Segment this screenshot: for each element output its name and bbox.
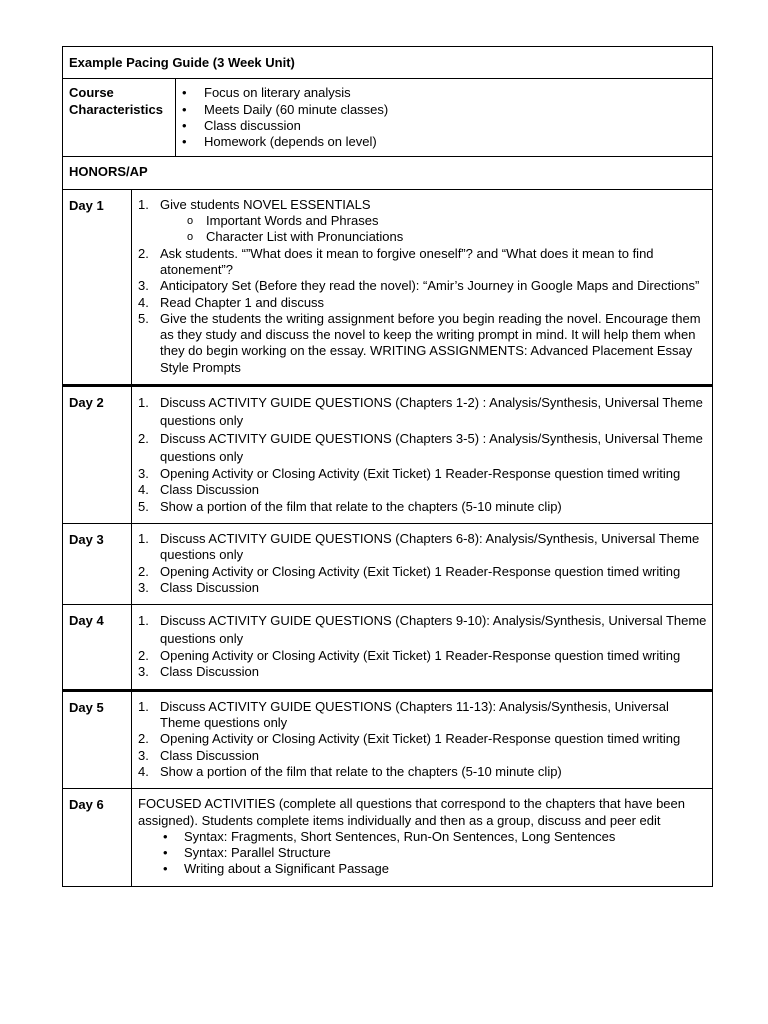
item-number: 1. xyxy=(138,613,149,629)
list-item xyxy=(138,430,708,466)
list-item xyxy=(138,699,708,732)
section-heading: HONORS/AP xyxy=(69,164,148,180)
day-label: Day 3 xyxy=(63,524,132,604)
list-item xyxy=(138,612,708,648)
day-row-1 xyxy=(62,190,713,385)
item-text: Discuss ACTIVITY GUIDE QUESTIONS (Chapters 3-5) : Analysis/Synthesis, Universal Theme questions only xyxy=(160,431,703,465)
item-text: Opening Activity or Closing Activity (Exit Ticket) 1 Reader-Response question timed writing xyxy=(160,466,681,482)
day-label: Day 4 xyxy=(63,605,132,689)
item-number: 3. xyxy=(138,747,149,763)
item-number: 4. xyxy=(138,482,149,498)
list-item xyxy=(138,499,708,515)
list-item xyxy=(138,531,708,564)
day-content xyxy=(132,789,712,885)
pacing-guide-table xyxy=(62,46,713,887)
item-text: Show a portion of the film that relate to the chapters (5-10 minute clip) xyxy=(160,498,562,514)
item-number: 2. xyxy=(138,245,149,261)
list-item xyxy=(138,295,708,311)
day-label: Day 1 xyxy=(63,190,132,384)
day-label: Day 5 xyxy=(63,692,132,788)
item-text: Show a portion of the film that relate to the chapters (5-10 minute clip) xyxy=(160,763,562,779)
item-number: 1. xyxy=(138,698,149,714)
list-item xyxy=(138,648,708,664)
item-text: Class Discussion xyxy=(160,664,259,680)
item-text: Discuss ACTIVITY GUIDE QUESTIONS (Chapters 1-2) : Analysis/Synthesis, Universal Theme questions only xyxy=(160,395,703,429)
day-row-5 xyxy=(62,690,713,789)
sub-item: o Character List with Pronunciations xyxy=(160,229,708,245)
list-item xyxy=(138,748,708,764)
list-item: • Syntax: Fragments, Short Sentences, Run-On Sentences, Long Sentences xyxy=(138,829,708,845)
item-number: 3. xyxy=(138,579,149,595)
item-number: 5. xyxy=(138,498,149,514)
item-text: Class Discussion xyxy=(160,747,259,763)
item-text: Opening Activity or Closing Activity (Exit Ticket) 1 Reader-Response question timed writing xyxy=(160,648,681,664)
day-row-6 xyxy=(62,789,713,886)
item-number: 3. xyxy=(138,664,149,680)
item-text: Class Discussion xyxy=(160,579,259,595)
course-characteristics-list xyxy=(176,79,712,156)
item-text: Discuss ACTIVITY GUIDE QUESTIONS (Chapters 6-8): Analysis/Synthesis, Universal Theme questions only xyxy=(160,530,700,563)
list-item xyxy=(138,482,708,498)
item-number: 3. xyxy=(138,466,149,482)
item-number: 2. xyxy=(138,648,149,664)
list-item xyxy=(138,731,708,747)
item-number: 3. xyxy=(138,278,149,294)
item-number: 4. xyxy=(138,294,149,310)
item-number: 1. xyxy=(138,395,149,411)
list-item xyxy=(138,197,708,246)
item-number: 1. xyxy=(138,530,149,546)
list-item: • Syntax: Parallel Structure xyxy=(138,845,708,861)
day-content xyxy=(132,524,712,604)
day-intro: FOCUSED ACTIVITIES (complete all questions that correspond to the chapters that have been assigned). Students complete items individually and then as a group, discuss and peer edit xyxy=(138,796,685,828)
list-item: • Focus on literary analysis xyxy=(176,85,712,101)
day-content xyxy=(132,190,712,384)
list-item xyxy=(138,664,708,680)
list-item xyxy=(138,311,708,376)
day-label: Day 2 xyxy=(63,387,132,523)
day-row-2 xyxy=(62,385,713,524)
list-item: • Meets Daily (60 minute classes) xyxy=(176,102,712,118)
list-item xyxy=(138,564,708,580)
list-item: • Writing about a Significant Passage xyxy=(138,861,708,877)
list-item xyxy=(138,278,708,294)
item-text: Give students NOVEL ESSENTIALS xyxy=(160,196,371,212)
document-title: Example Pacing Guide (3 Week Unit) xyxy=(69,55,295,70)
sub-item: o Important Words and Phrases xyxy=(160,213,708,229)
day-label: Day 6 xyxy=(63,789,132,885)
item-text: Anticipatory Set (Before they read the novel): “Amir’s Journey in Google Maps and Directions” xyxy=(160,278,700,294)
day-content xyxy=(132,387,712,523)
list-item xyxy=(138,466,708,482)
item-number: 4. xyxy=(138,763,149,779)
day-content xyxy=(132,605,712,689)
section-row xyxy=(62,157,713,189)
list-item xyxy=(138,764,708,780)
item-text: Ask students. “”What does it mean to forgive oneself”? and “What does it mean to find atonement”? xyxy=(160,245,654,277)
item-number: 5. xyxy=(138,310,149,326)
course-characteristics-row xyxy=(62,79,713,157)
item-text: Discuss ACTIVITY GUIDE QUESTIONS (Chapters 11-13): Analysis/Synthesis, Universal Theme questions only xyxy=(160,698,669,731)
day-content xyxy=(132,692,712,788)
list-item xyxy=(138,394,708,430)
item-text: Opening Activity or Closing Activity (Exit Ticket) 1 Reader-Response question timed writing xyxy=(160,731,681,747)
item-number: 2. xyxy=(138,731,149,747)
list-item xyxy=(138,580,708,596)
item-number: 2. xyxy=(138,563,149,579)
day-row-3 xyxy=(62,524,713,605)
item-text: Give the students the writing assignment before you begin reading the novel. Encourage them as they study and discuss the novel to keep the writing prompt in mind. It will help them when they do begin working on the essay. WRITING ASSIGNMENTS: Advanced Placement Essay Style Prompts xyxy=(160,310,701,375)
item-text: Discuss ACTIVITY GUIDE QUESTIONS (Chapters 9-10): Analysis/Synthesis, Universal Theme questions only xyxy=(160,613,707,647)
list-item: • Class discussion xyxy=(176,118,712,134)
title-row xyxy=(62,46,713,79)
item-number: 2. xyxy=(138,431,149,447)
list-item xyxy=(138,246,708,279)
item-text: Class Discussion xyxy=(160,482,259,498)
item-text: Opening Activity or Closing Activity (Exit Ticket) 1 Reader-Response question timed writing xyxy=(160,563,681,579)
list-item: • Homework (depends on level) xyxy=(176,134,712,150)
item-text: Read Chapter 1 and discuss xyxy=(160,294,325,310)
course-characteristics-label: Course Characteristics xyxy=(63,79,176,156)
day-row-4 xyxy=(62,605,713,690)
item-number: 1. xyxy=(138,196,149,212)
